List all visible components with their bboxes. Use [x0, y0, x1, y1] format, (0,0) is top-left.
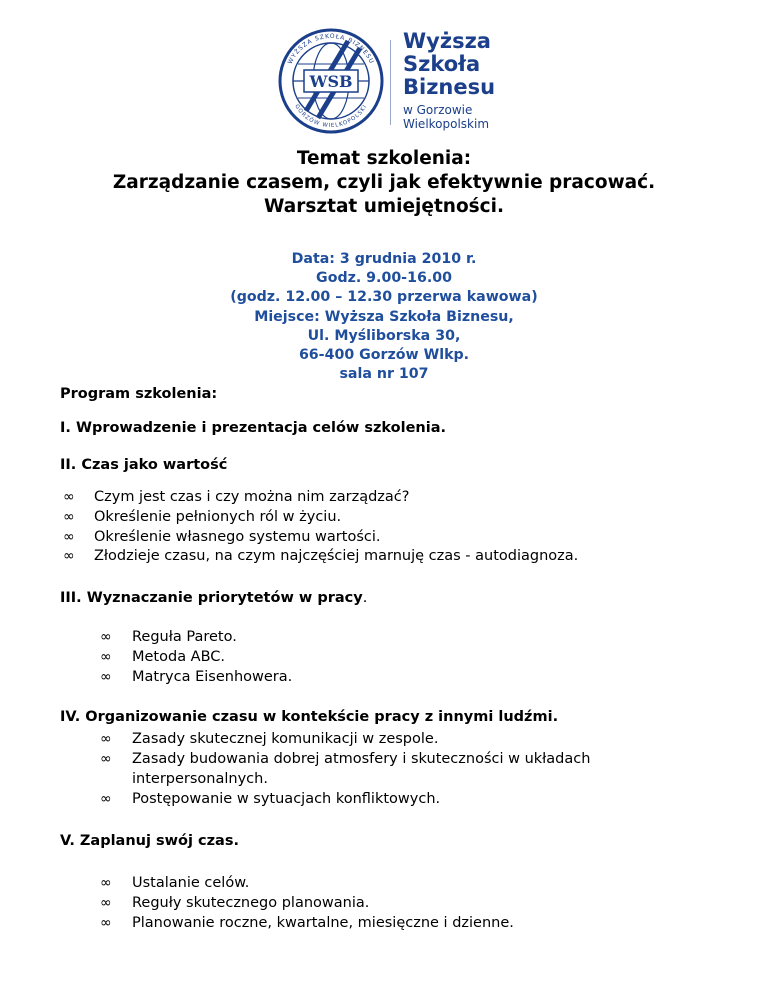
list-item: Reguły skutecznego planowania. — [132, 895, 370, 911]
section-3-title-suffix: . — [362, 590, 368, 606]
section-5-title: V. Zaplanuj swój czas. — [60, 833, 239, 849]
logo-name-line3: Biznesu — [403, 75, 496, 99]
event-street: Ul. Myśliborska 30, — [307, 327, 461, 344]
list-item: Metoda ABC. — [132, 649, 226, 665]
infinity-bullet-icon: ∞ — [100, 731, 112, 747]
list-item: Planowanie roczne, kwartalne, miesięczne i dzienne. — [132, 915, 514, 931]
list-item: Złodzieje czasu, na czym najczęściej marnuję czas - autodiagnoza. — [94, 548, 579, 564]
list-item: Reguła Pareto. — [132, 629, 237, 645]
list-item: Postępowanie w sytuacjach konfliktowych. — [132, 791, 441, 807]
title-line2: Zarządzanie czasem, czyli jak efektywnie pracować. — [112, 172, 656, 193]
section-4-title: IV. Organizowanie czasu w kontekście pracy z innymi ludźmi. — [60, 709, 559, 725]
section-3-title-row — [60, 588, 367, 608]
list-item: Zasady skutecznej komunikacji w zespole. — [132, 731, 439, 747]
event-hours: Godz. 9.00-16.00 — [316, 270, 452, 287]
logo-name-line1: Wyższa — [403, 29, 491, 53]
event-date: Data: 3 grudnia 2010 r. — [291, 251, 477, 267]
logo-divider — [390, 40, 391, 125]
title-line1: Temat szkolenia: — [296, 148, 472, 169]
infinity-bullet-icon: ∞ — [100, 791, 112, 807]
logo-wordmark — [403, 30, 495, 131]
event-place: Miejsce: Wyższa Szkoła Biznesu, — [254, 308, 514, 325]
logo-emblem-text: WSB — [309, 72, 353, 91]
logo-sub-line1: w Gorzowie — [403, 103, 473, 117]
list-item: Ustalanie celów. — [132, 875, 250, 891]
list-item: Matryca Eisenhowera. — [132, 669, 293, 685]
infinity-bullet-icon: ∞ — [100, 629, 112, 645]
list-item: Czym jest czas i czy można nim zarządzać? — [94, 489, 410, 505]
infinity-bullet-icon: ∞ — [63, 548, 75, 564]
event-break: (godz. 12.00 – 12.30 przerwa kawowa) — [230, 289, 538, 306]
logo-ring-top-text: WYŻSZA SZKOŁA BIZNESU — [286, 32, 376, 66]
event-city: 66-400 Gorzów Wlkp. — [298, 347, 470, 364]
logo-ring-bottom-text: GORZÓW WIELKOPOLSKI — [293, 103, 369, 130]
section-3-title: III. Wyznaczanie priorytetów w pracy — [60, 590, 363, 606]
list-item: Określenie pełnionych ról w życiu. — [94, 509, 342, 525]
infinity-bullet-icon: ∞ — [100, 669, 112, 685]
title-line3: Warsztat umiejętności. — [263, 196, 505, 217]
logo-name-line2: Szkoła — [403, 52, 481, 76]
svg-text:WYŻSZA SZKOŁA BIZNESU — [287, 33, 376, 65]
infinity-bullet-icon: ∞ — [100, 875, 112, 891]
infinity-bullet-icon: ∞ — [100, 751, 112, 767]
list-item-continuation: interpersonalnych. — [132, 771, 268, 787]
event-info — [0, 250, 768, 384]
program-heading: Program szkolenia: — [60, 386, 218, 402]
infinity-bullet-icon: ∞ — [63, 529, 75, 545]
list-item: Zasady budowania dobrej atmosfery i skuteczności w układach — [132, 751, 591, 767]
section-1-title: I. Wprowadzenie i prezentacja celów szkolenia. — [60, 420, 447, 436]
logo-sub-line2: Wielkopolskim — [403, 117, 490, 131]
infinity-bullet-icon: ∞ — [63, 489, 75, 505]
list-item: Określenie własnego systemu wartości. — [94, 529, 381, 545]
training-title — [0, 147, 768, 219]
infinity-bullet-icon: ∞ — [100, 895, 112, 911]
infinity-bullet-icon: ∞ — [100, 915, 112, 931]
infinity-bullet-icon: ∞ — [100, 649, 112, 665]
section-2-title: II. Czas jako wartość — [60, 457, 228, 473]
infinity-bullet-icon: ∞ — [63, 509, 75, 525]
event-room: sala nr 107 — [339, 366, 429, 383]
